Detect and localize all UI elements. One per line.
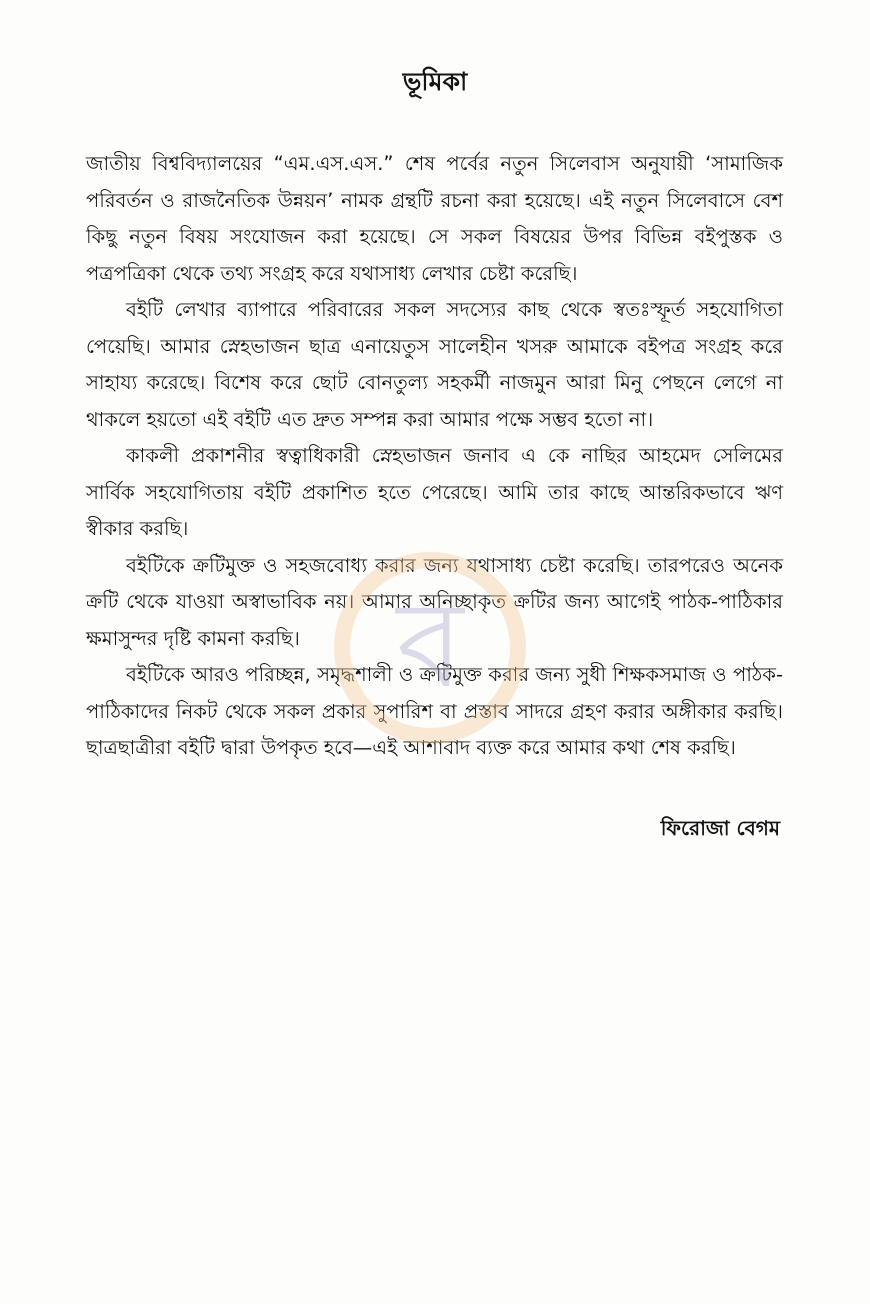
svg-text:ব: ব bbox=[396, 576, 464, 715]
paragraph-5: বইটিকে আরও পরিচ্ছন্ন, সমৃদ্ধশালী ও ক্রটিমুক্ত করার জন্য সুধী শিক্ষকসমাজ ও পাঠক-পাঠিকাদের নিকট থেকে সকল প্রকার সুপারিশ বা প্রস্তাব সাদরে গ্রহণ করার অঙ্গীকার করছি। ছাত্রছাত্রীরা বইটি দ্বারা উপকৃত হবে—এই আশাবাদ ব্যক্ত করে আমার কথা শেষ করছি। bbox=[86, 663, 783, 759]
page-title: ভূমিকা bbox=[402, 67, 468, 96]
paragraph-4: বইটিকে ক্রটিমুক্ত ও সহজবোধ্য করার জন্য যথাসাধ্য চেষ্টা করেছি। তারপরেও অনেক ক্রটি থেকে যাওয়া অস্বাভাবিক নয়। আমার অনিচ্ছাকৃত ক্রটির জন্য আগেই পাঠক-পাঠিকার ক্ষমাসুন্দর দৃষ্টি কামনা করছি। bbox=[86, 553, 783, 650]
paragraph-2: বইটি লেখার ব্যাপারে পরিবারের সকল সদস্যের কাছ থেকে স্বতঃস্ফূর্ত সহযোগিতা পেয়েছি। আমার স্নেহভাজন ছাত্র এনায়েতুস সালেহীন খসরু আমাকে বইপত্র সংগ্রহ করে সাহায্য করেছে। বিশেষ করে ছোট বোনতুল্য সহকর্মী নাজমুন আরা মিনু পেছনে লেগে না থাকলে হয়তো এই বইটি এত দ্রুত সম্পন্ন করা আমার পক্ষে সম্ভব হতো না। bbox=[86, 298, 783, 431]
paragraph-1: জাতীয় বিশ্ববিদ্যালয়ের “এম.এস.এস.” শেষ পর্বের নতুন সিলেবাস অনুযায়ী ‘সামাজিক পরিবর্তন ও রাজনৈতিক উন্নয়ন’ নামক গ্রন্থটি রচনা করা হয়েছে। এই নতুন সিলেবাসে বেশ কিছু নতুন বিষয় সংযোজন করা হয়েছে। সে সকল বিষয়ের উপর বিভিন্ন বইপুস্তক ও পত্রপত্রিকা থেকে তথ্য সংগ্রহ করে যথাসাধ্য লেখার চেষ্টা করেছি। bbox=[86, 152, 783, 285]
author-signature: ফিরোজা বেগম bbox=[660, 816, 780, 840]
paragraph-3: কাকলী প্রকাশনীর স্বত্বাধিকারী স্নেহভাজন জনাব এ কে নাছির আহমেদ সেলিমের সার্বিক সহযোগিতায় বইটি প্রকাশিত হতে পেরেছে। আমি তার কাছে আন্তরিকভাবে ঋণ স্বীকার করছি। bbox=[86, 444, 783, 540]
preface-body bbox=[86, 146, 783, 767]
